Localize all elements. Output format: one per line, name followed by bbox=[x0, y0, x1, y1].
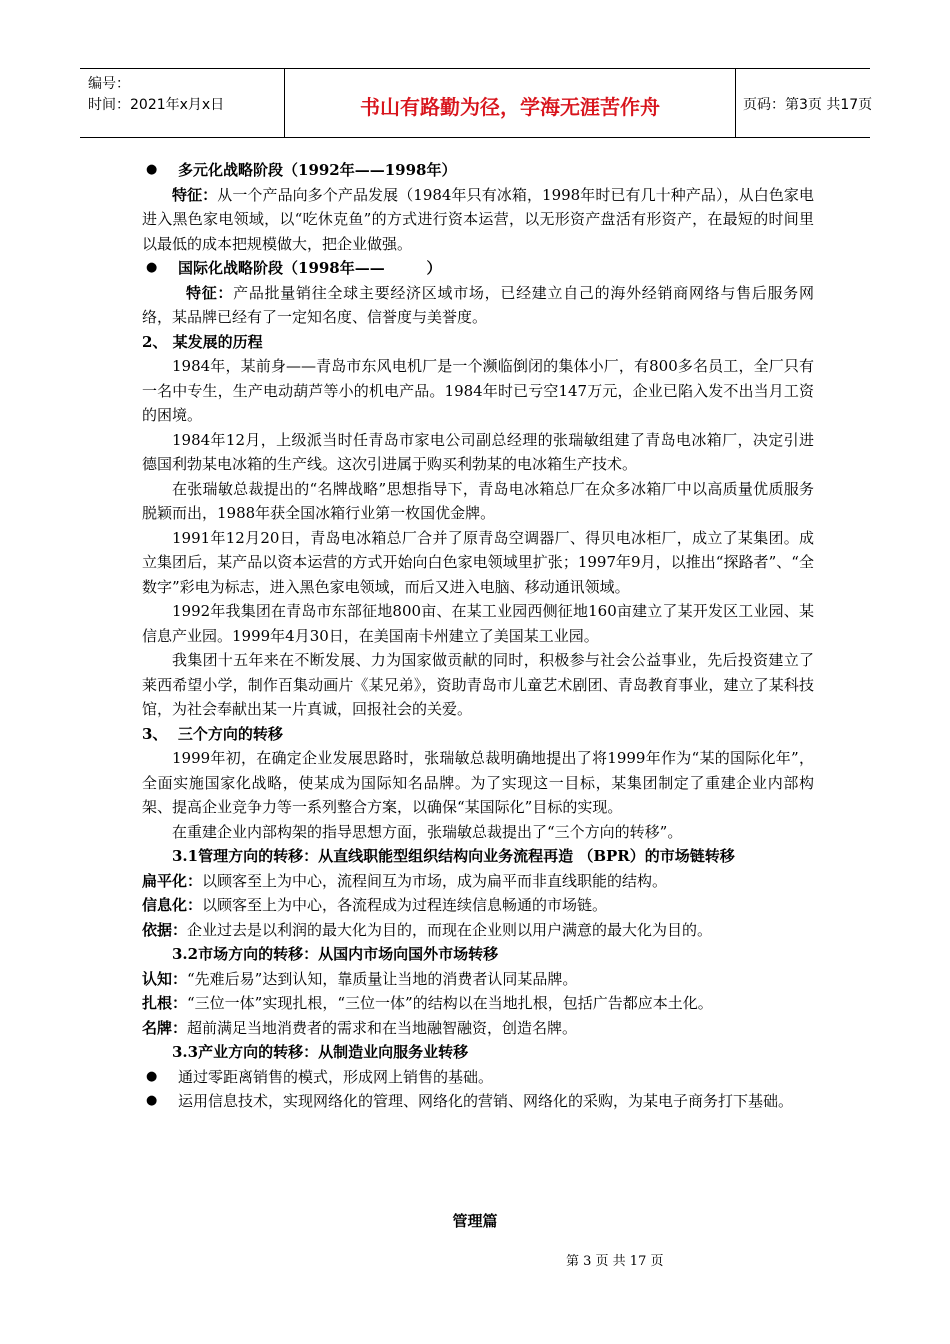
header-meta-cell bbox=[80, 69, 284, 137]
sub1-title: 3.1管理方向的转移：从直线职能型组织结构向业务流程再造 （BPR）的市场链转移 bbox=[172, 847, 735, 865]
item-label: 扁平化： bbox=[142, 871, 203, 890]
page-header bbox=[80, 68, 873, 138]
feature-text: 产品批量销往全球主要经济区域市场，已经建立自己的海外经销商网络与售后服务网络，某品牌已经有了一定知名度、信誉度与美誉度。 bbox=[142, 283, 814, 326]
item-text: “先难后易”达到认知，靠质量让当地的消费者认同某品牌。 bbox=[187, 969, 578, 988]
stage-intl-title: 国际化战略阶段（1998年—— ） bbox=[178, 259, 442, 277]
stage-multi-feature bbox=[142, 183, 814, 257]
header-date-label: 时间：2021年x月x日 bbox=[88, 97, 225, 113]
bullet-icon: ● bbox=[146, 162, 158, 177]
item-label: 信息化： bbox=[142, 896, 203, 914]
item-label: 名牌： bbox=[142, 1018, 188, 1037]
sub1-item bbox=[142, 918, 814, 943]
section2-para: 1984年，某前身——青岛市东风电机厂是一个濒临倒闭的集体小厂，有800多名员工，全厂只有一名中专生，生产电动葫芦等小的机电产品。1984年时已亏空147万元，企业已陷入发不出当月工资的困境。 bbox=[142, 357, 814, 424]
item-text: 企业过去是以利润的最大化为目的，而现在企业则以用户满意的最大化为目的。 bbox=[187, 920, 713, 939]
bullet-text: 通过零距离销售的模式，形成网上销售的基础。 bbox=[178, 1067, 494, 1086]
document-body bbox=[142, 158, 814, 1114]
section2-title: 2、 某发展的历程 bbox=[142, 332, 263, 351]
item-label: 依据： bbox=[142, 920, 188, 939]
header-motto-cell bbox=[284, 69, 736, 137]
sub1-item bbox=[142, 869, 814, 894]
item-text: 以顾客至上为中心，流程间互为市场，成为扁平而非直线职能的结构。 bbox=[202, 871, 668, 890]
item-text: “三位一体”实现扎根，“三位一体”的结构以在当地扎根，包括广告都应本土化。 bbox=[187, 994, 713, 1012]
header-page-label: 页码：第3页 共17页 bbox=[743, 97, 873, 113]
sub1-item bbox=[142, 893, 814, 918]
bullet-icon: ● bbox=[146, 260, 158, 275]
section2-para: 我集团十五年来在不断发展、力为国家做贡献的同时，积极参与社会公益事业，先后投资建立了莱西希望小学，制作百集动画片《某兄弟》，资助青岛市儿童艺术剧团、青岛教育事业，建立了某科技馆，为社会奉献出某一片真诚，回报社会的关爱。 bbox=[142, 651, 814, 718]
section2-para: 1984年12月，上级派当时任青岛市家电公司副总经理的张瑞敏组建了青岛电冰箱厂，决定引进德国利勃某电冰箱的生产线。这次引进属于购买利勃某的电冰箱生产技术。 bbox=[142, 430, 814, 473]
stage-intl-heading bbox=[142, 256, 814, 281]
feature-label: 特征： bbox=[186, 283, 234, 302]
item-label: 扎根： bbox=[142, 994, 188, 1012]
section2-para: 在张瑞敏总裁提出的“名牌战略”思想指导下，青岛电冰箱总厂在众多冰箱厂中以高质量优质服务脱颖而出，1988年获全国冰箱行业第一枚国优金牌。 bbox=[142, 479, 814, 522]
feature-label: 特征： bbox=[172, 185, 218, 204]
section3-title: 3、 三个方向的转移 bbox=[142, 724, 283, 743]
stage-multi-heading bbox=[142, 158, 814, 183]
item-label: 认知： bbox=[142, 969, 188, 988]
footer-section-title: 管理篇 bbox=[452, 1212, 498, 1230]
header-number-label: 编号： bbox=[88, 76, 130, 92]
sub2-item bbox=[142, 967, 814, 992]
item-text: 以顾客至上为中心，各流程成为过程连续信息畅通的市场链。 bbox=[202, 896, 608, 914]
item-text: 超前满足当地消费者的需求和在当地融智融资，创造名牌。 bbox=[187, 1018, 578, 1037]
sub2-item bbox=[142, 1016, 814, 1041]
footer-page-number: 第 3 页 共 17 页 bbox=[566, 1254, 664, 1269]
header-page-cell bbox=[735, 69, 873, 137]
section2-para: 1992年我集团在青岛市东部征地800亩、在某工业园西侧征地160亩建立了某开发区工业园、某信息产业园。1999年4月30日，在美国南卡州建立了美国某工业园。 bbox=[142, 602, 814, 645]
feature-text: 从一个产品向多个产品发展（1984年只有冰箱，1998年时已有几十种产品），从白色家电进入黑色家电领域，以“吃休克鱼”的方式进行资本运营，以无形资产盘活有形资产，在最短的时间里以最低的成本把规模做大，把企业做强。 bbox=[142, 185, 814, 253]
sub3-title: 3.3产业方向的转移：从制造业向服务业转移 bbox=[172, 1043, 469, 1061]
sub2-item bbox=[142, 991, 814, 1016]
stage-intl-feature bbox=[142, 281, 814, 330]
section2-para: 1991年12月20日，青岛电冰箱总厂合并了原青岛空调器厂、得贝电冰柜厂，成立了某集团。成立集团后，某产品以资本运营的方式开始向白色家电领域里扩张；1997年9月，以推出“探路者”、“全数字”彩电为标志，进入黑色家电领域，而后又进入电脑、移动通讯领域。 bbox=[142, 528, 814, 596]
bullet-text: 运用信息技术，实现网络化的管理、网络化的营销、网络化的采购，为某电子商务打下基础。 bbox=[178, 1092, 794, 1110]
section3-para: 在重建企业内部构架的指导思想方面，张瑞敏总裁提出了“三个方向的转移”。 bbox=[172, 822, 683, 841]
header-motto: 书山有路勤为径，学海无涯苦作舟 bbox=[360, 95, 660, 119]
sub2-title: 3.2市场方向的转移：从国内市场向国外市场转移 bbox=[172, 945, 499, 963]
sub3-bullet bbox=[142, 1089, 814, 1114]
sub3-bullet bbox=[142, 1065, 814, 1090]
bullet-icon: ● bbox=[146, 1068, 158, 1084]
stage-multi-title: 多元化战略阶段（1992年——1998年） bbox=[178, 161, 457, 179]
section3-para: 1999年初，在确定企业发展思路时，张瑞敏总裁明确地提出了将1999年作为“某的国际化年”，全面实施国家化战略，使某成为国际知名品牌。为了实现这一目标，某集团制定了重建企业内部构架、提高企业竞争力等一系列整合方案，以确保“某国际化”目标的实现。 bbox=[142, 749, 814, 816]
bullet-icon: ● bbox=[146, 1093, 158, 1108]
